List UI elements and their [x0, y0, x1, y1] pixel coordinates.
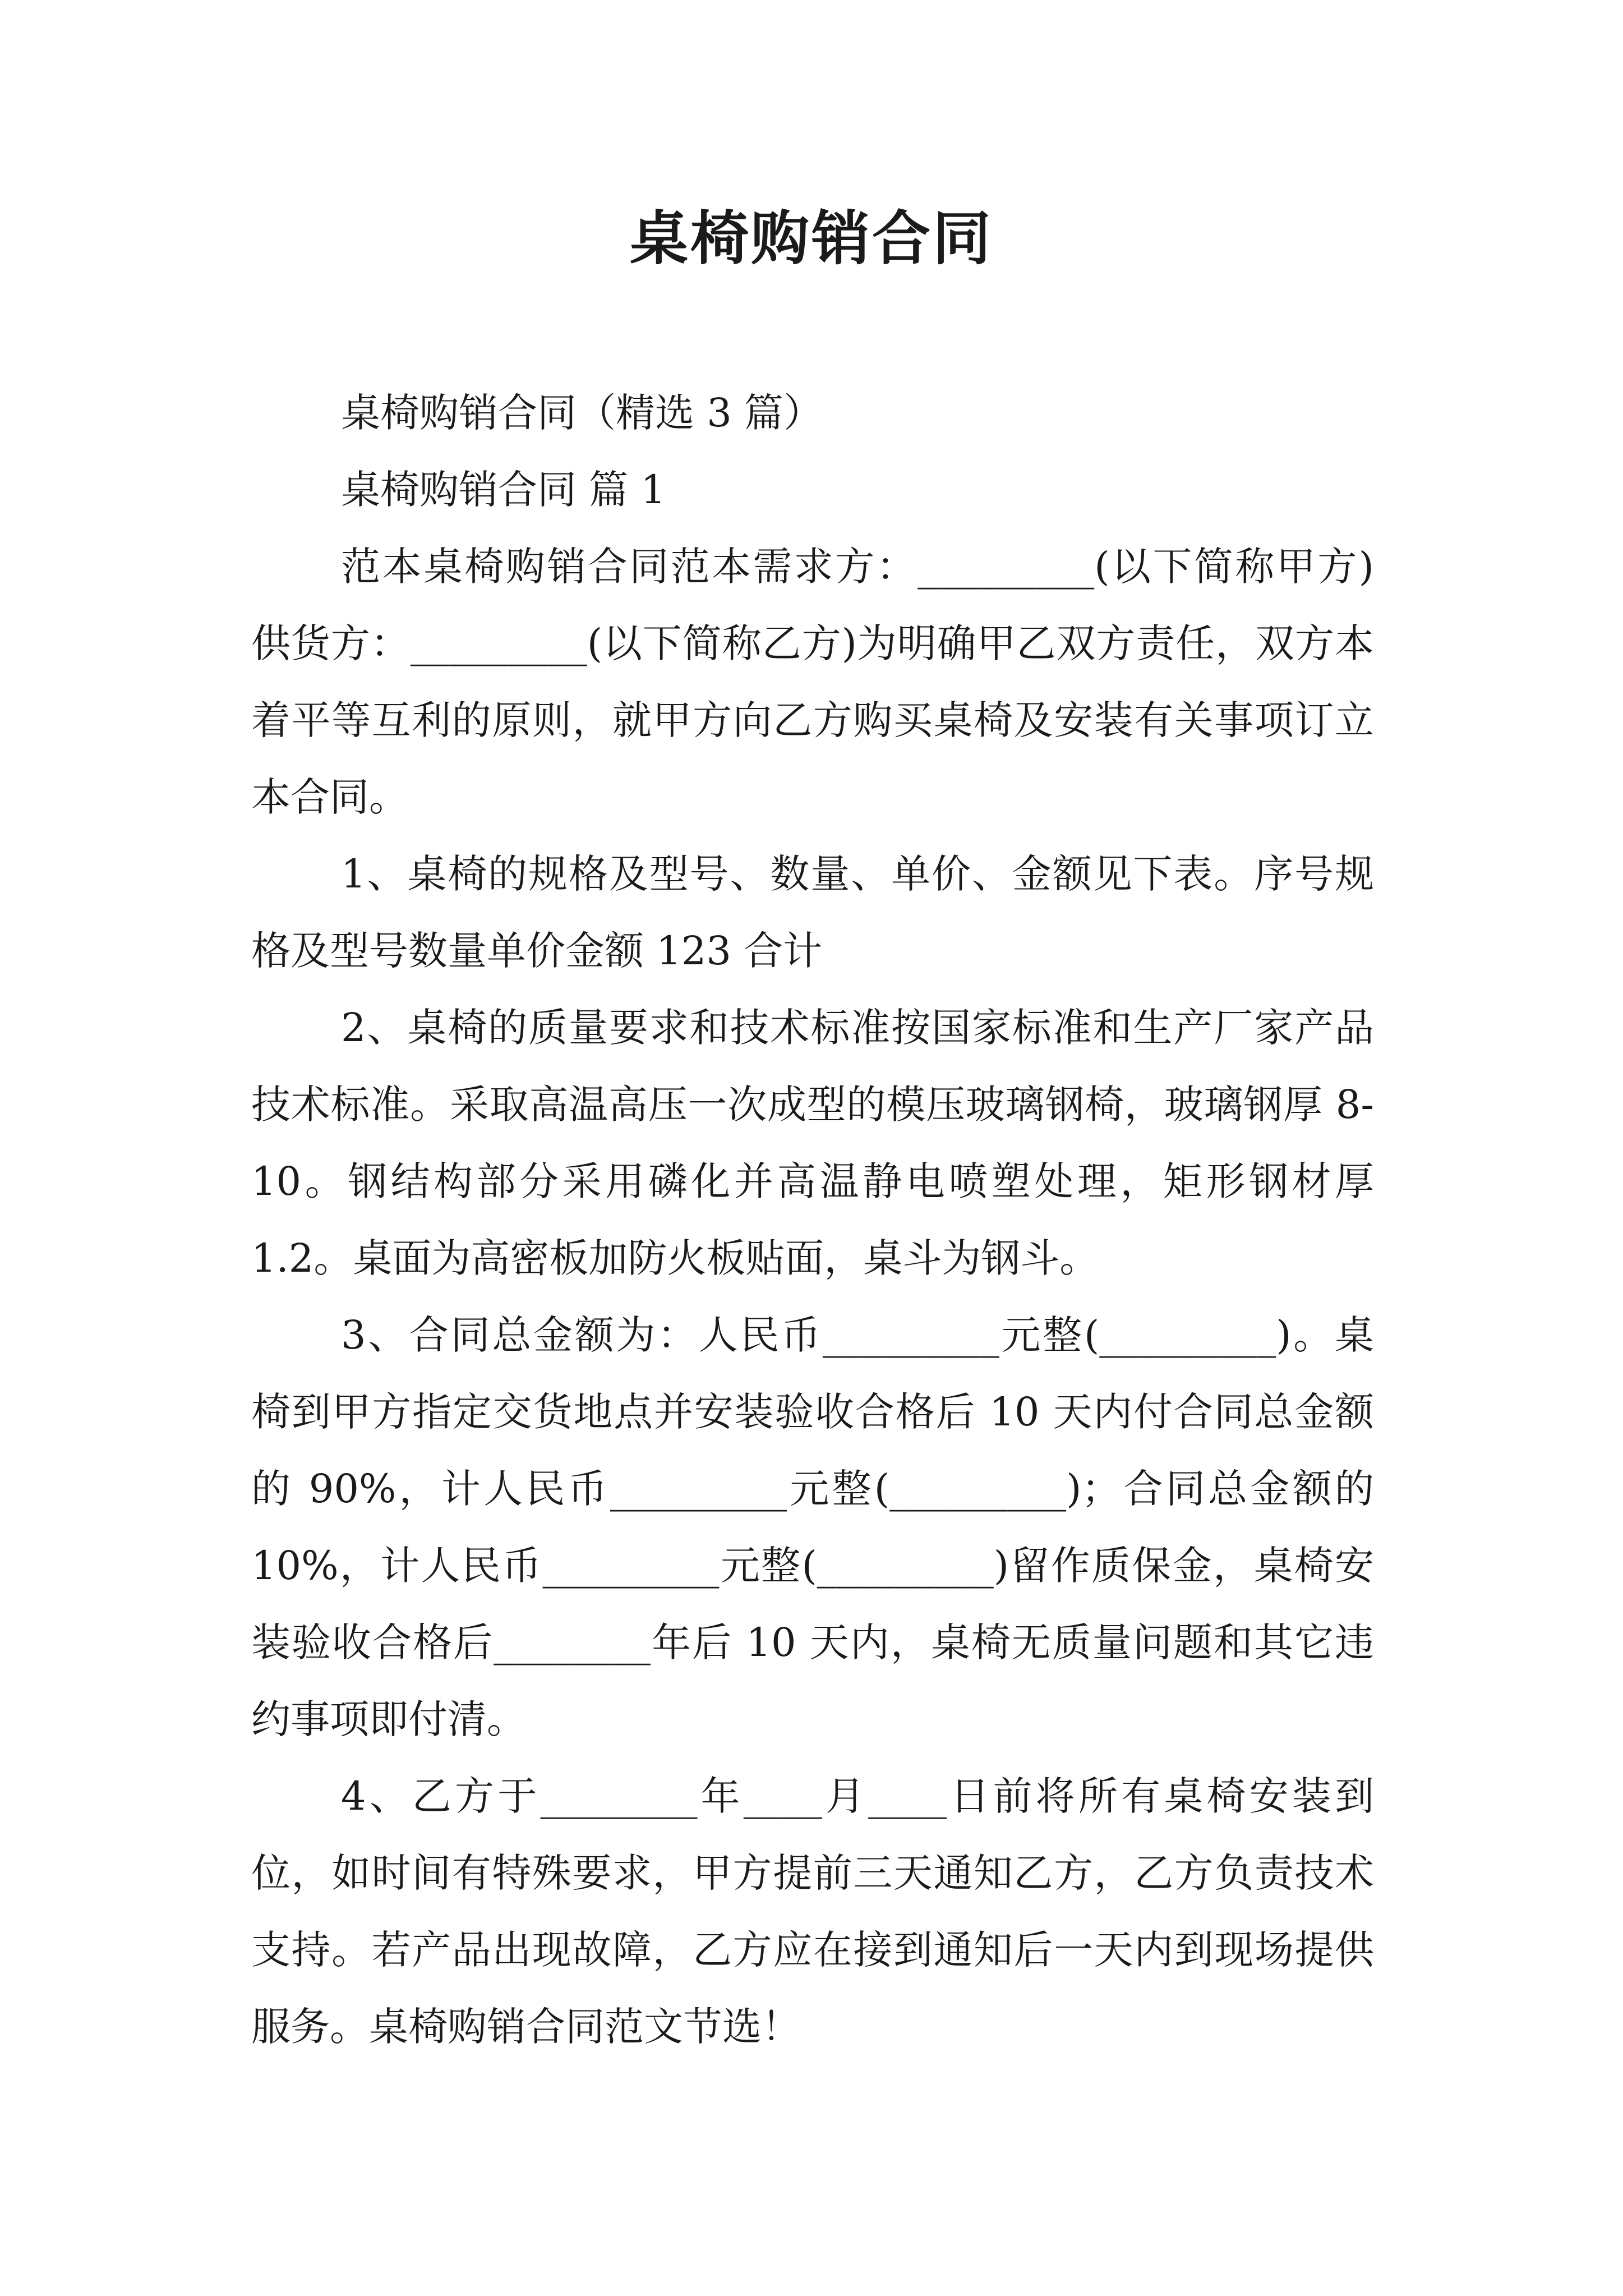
clause-2-paragraph: 2、桌椅的质量要求和技术标准按国家标准和生产厂家产品技术标准。采取高温高压一次成型的模压玻璃钢椅，玻璃钢厚 8-10。钢结构部分采用磷化并高温静电喷塑处理，矩形钢材厚 1.2。桌面为高密板加防火板贴面，桌斗为钢斗。 [251, 1005, 1374, 1281]
clause-3-paragraph: 3、合同总金额为：人民币_________元整(_________)。桌椅到甲方指定交货地点并安装验收合格后 10 天内付合同总金额的 90%，计人民币_________元整(_________)；合同总金额的 10%，计人民币_________元整(_________)留作质保金，桌椅安装验收合格后________年后 10 天内，桌椅无质量问题和其它违约事项即付清。 [251, 1312, 1374, 1742]
document-title: 桌椅购销合同 [629, 204, 993, 273]
intro-paragraph: 范本桌椅购销合同范本需求方：_________(以下简称甲方) 供货方：_________(以下简称乙方)为明确甲乙双方责任，双方本着平等互利的原则，就甲方向乙方购买桌椅及安装有关事项订立本合同。 [251, 544, 1374, 820]
section-heading: 桌椅购销合同 篇 1 [341, 467, 666, 513]
clause-4-paragraph: 4、乙方于________年____月____日前将所有桌椅安装到位，如时间有特殊要求，甲方提前三天通知乙方，乙方负责技术支持。若产品出现故障，乙方应在接到通知后一天内到现场提供服务。桌椅购销合同范文节选！ [251, 1773, 1374, 2050]
clause-1-paragraph: 1、桌椅的规格及型号、数量、单价、金额见下表。序号规格及型号数量单价金额 123 合计 [251, 851, 1374, 974]
document-body [251, 375, 1374, 2065]
subtitle-paragraph: 桌椅购销合同（精选 3 篇） [341, 390, 823, 436]
